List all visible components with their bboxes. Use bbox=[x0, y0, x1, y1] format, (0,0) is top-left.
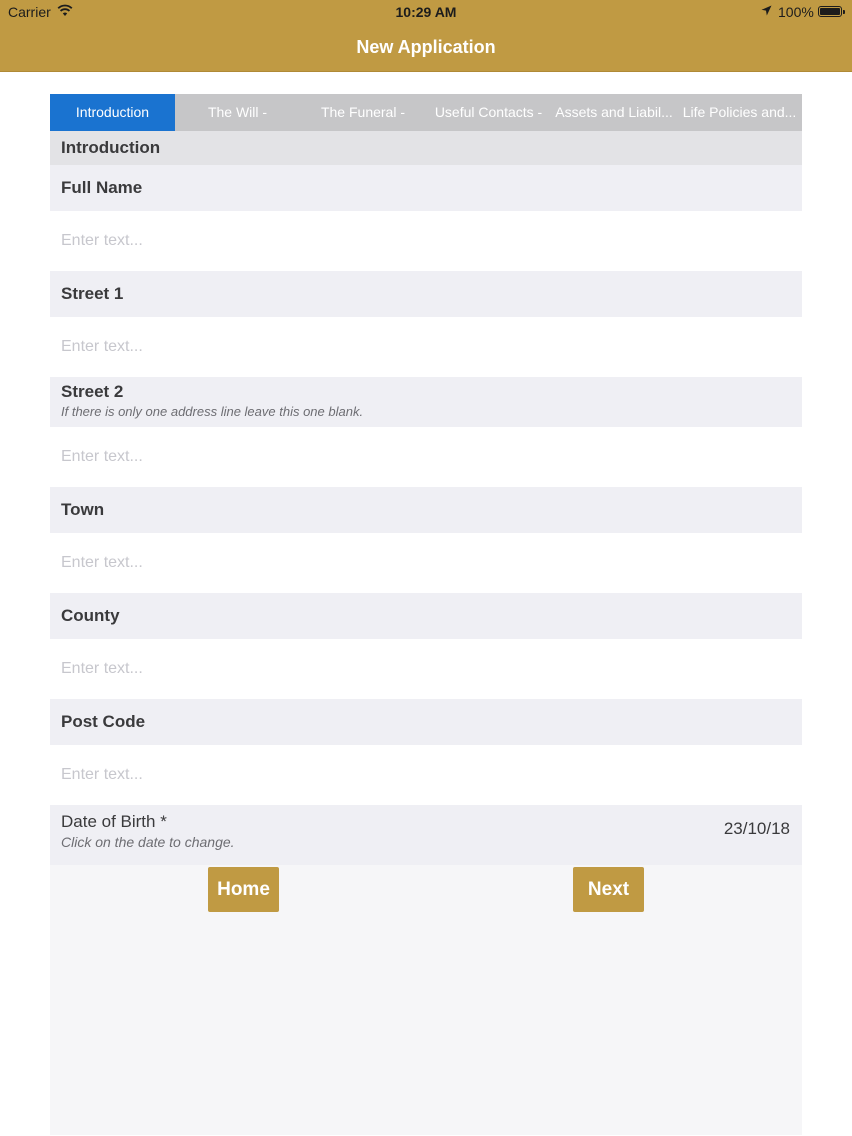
post-code-label: Post Code bbox=[50, 699, 802, 745]
street2-hint: If there is only one address line leave this one blank. bbox=[61, 404, 364, 419]
date-of-birth-row[interactable] bbox=[50, 805, 802, 865]
navigation-bar bbox=[0, 24, 852, 72]
next-button[interactable]: Next bbox=[573, 867, 644, 912]
date-of-birth-label: Date of Birth * bbox=[61, 812, 167, 831]
battery-icon bbox=[818, 6, 842, 17]
county-label: County bbox=[50, 593, 802, 639]
tab-useful-contacts[interactable]: Useful Contacts - bbox=[434, 104, 543, 120]
home-button[interactable]: Home bbox=[208, 867, 279, 912]
section-tab-bar bbox=[50, 94, 802, 131]
town-input[interactable] bbox=[50, 533, 802, 593]
date-of-birth-hint: Click on the date to change. bbox=[61, 834, 235, 850]
street2-label-group bbox=[50, 377, 802, 427]
status-bar bbox=[0, 0, 852, 24]
street1-input[interactable] bbox=[50, 317, 802, 377]
full-name-input[interactable] bbox=[50, 211, 802, 271]
section-header: Introduction bbox=[50, 131, 802, 165]
tab-the-will[interactable]: The Will - bbox=[207, 104, 268, 120]
battery-percent: 100% bbox=[778, 4, 814, 20]
location-arrow-icon bbox=[761, 5, 772, 16]
county-input[interactable] bbox=[50, 639, 802, 699]
street2-label: Street 2 bbox=[61, 382, 124, 401]
tab-assets-and-liabilities[interactable]: Assets and Liabil... bbox=[555, 104, 673, 120]
page-title: New Application bbox=[356, 37, 496, 57]
full-name-label: Full Name bbox=[50, 165, 802, 211]
button-area bbox=[50, 865, 802, 1135]
tab-life-policies[interactable]: Life Policies and... bbox=[682, 104, 797, 120]
status-time: 10:29 AM bbox=[395, 4, 457, 20]
post-code-input[interactable] bbox=[50, 745, 802, 805]
town-label: Town bbox=[50, 487, 802, 533]
street2-input[interactable] bbox=[50, 427, 802, 487]
tab-the-funeral[interactable]: The Funeral - bbox=[320, 104, 406, 120]
tab-introduction[interactable]: Introduction bbox=[50, 94, 175, 131]
street1-label: Street 1 bbox=[50, 271, 802, 317]
date-of-birth-value[interactable]: 23/10/18 bbox=[723, 819, 790, 838]
form-container bbox=[50, 94, 802, 1135]
carrier-label: Carrier bbox=[8, 4, 51, 20]
